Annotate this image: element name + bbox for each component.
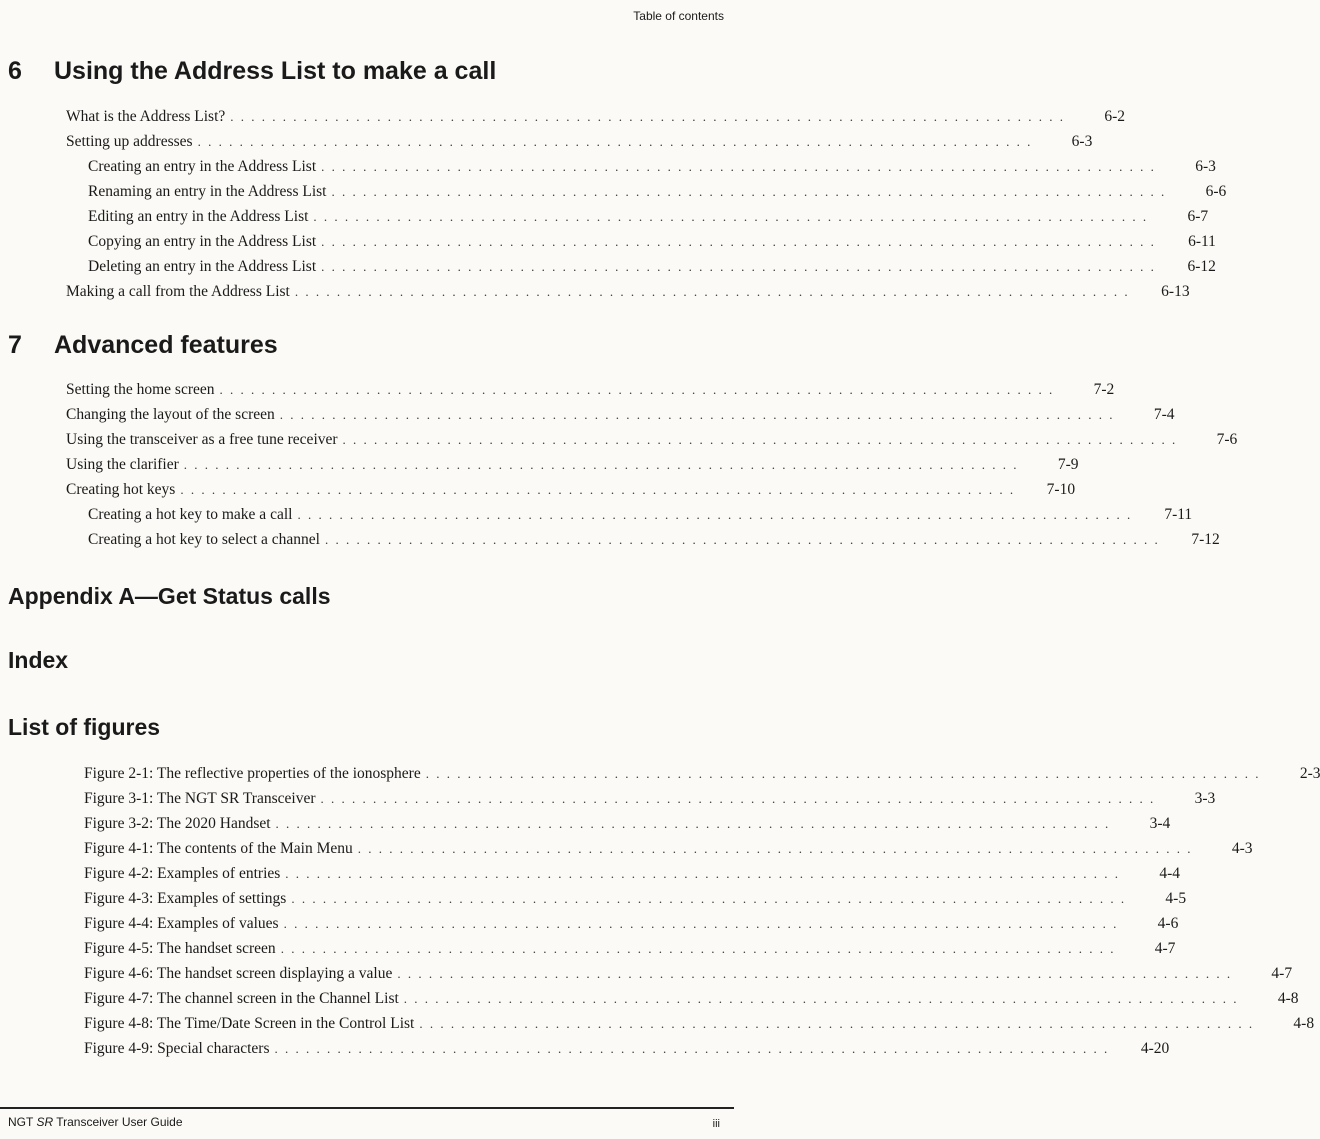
toc-entry-title: Figure 3-1: The NGT SR Transceiver (84, 790, 316, 807)
dot-leader: . . . . . . . . . . . . . . . . . . . . . . . . . . . . . . . . . . . . . . . . . . . . . . . . . . . . . . . . . . . . . . . . . . . . . . . . . . . . . . . . (297, 507, 1133, 522)
toc-entry-page: 6-3 (1071, 133, 1093, 150)
dot-leader: . . . . . . . . . . . . . . . . . . . . . . . . . . . . . . . . . . . . . . . . . . . . . . . . . . . . . . . . . . . . . . . . . . . . . . . . . . . . . . . . (342, 432, 1178, 447)
toc-entry[interactable] (84, 761, 1320, 786)
dot-leader: . . . . . . . . . . . . . . . . . . . . . . . . . . . . . . . . . . . . . . . . . . . . . . . . . . . . . . . . . . . . . . . . . . . . . . . . . . . . . . . . (180, 482, 1016, 497)
dot-leader: . . . . . . . . . . . . . . . . . . . . . . . . . . . . . . . . . . . . . . . . . . . . . . . . . . . . . . . . . . . . . . . . . . . . . . . . . . . . . . . . (294, 284, 1130, 299)
chapter-number: 7 (8, 331, 22, 359)
toc-entry[interactable] (84, 861, 1181, 886)
toc-entry-page: 7-12 (1191, 531, 1220, 548)
footer-title-emphasis: SR (36, 1115, 54, 1129)
toc-entry-page: 4-7 (1271, 965, 1293, 982)
toc-entry[interactable] (66, 502, 1193, 527)
chapter-number: 6 (8, 57, 22, 85)
dot-leader: . . . . . . . . . . . . . . . . . . . . . . . . . . . . . . . . . . . . . . . . . . . . . . . . . . . . . . . . . . . . . . . . . . . . . . . . . . . . . . . . (425, 766, 1261, 781)
toc-entry[interactable] (66, 477, 1076, 502)
list-of-figures-heading: List of figures (8, 714, 161, 740)
toc-entry-page: 7-11 (1164, 506, 1193, 523)
toc-entry-title: Copying an entry in the Address List (88, 233, 317, 250)
toc-entry[interactable] (84, 961, 1293, 986)
toc-entry-page: 7-4 (1153, 406, 1175, 423)
dot-leader: . . . . . . . . . . . . . . . . . . . . . . . . . . . . . . . . . . . . . . . . . . . . . . . . . . . . . . . . . . . . . . . . . . . . . . . . . . . . . . . . (403, 991, 1239, 1006)
toc-entry-title: Figure 4-4: Examples of values (84, 915, 279, 932)
toc-entry-title: Creating a hot key to select a channel (88, 531, 320, 548)
toc-entry-page: 4-20 (1140, 1040, 1170, 1057)
toc-entry[interactable] (66, 179, 1227, 204)
toc-entry-page: 6-2 (1104, 108, 1126, 125)
dot-leader: . . . . . . . . . . . . . . . . . . . . . . . . . . . . . . . . . . . . . . . . . . . . . . . . . . . . . . . . . . . . . . . . . . . . . . . . . . . . . . . . (219, 382, 1055, 397)
toc-entry[interactable] (66, 402, 1175, 427)
toc-entry-page: 6-13 (1161, 283, 1190, 300)
toc-entry-title: Figure 4-8: The Time/Date Screen in the Control List (84, 1015, 415, 1032)
dot-leader: . . . . . . . . . . . . . . . . . . . . . . . . . . . . . . . . . . . . . . . . . . . . . . . . . . . . . . . . . . . . . . . . . . . . . . . . . . . . . . . . (397, 966, 1233, 981)
toc-entry-page: 7-10 (1046, 481, 1076, 498)
toc-entry-title: Figure 4-3: Examples of settings (84, 890, 287, 907)
footer-title-prefix: NGT (8, 1115, 37, 1129)
toc-entry-page: 2-3 (1299, 765, 1320, 782)
dot-leader: . . . . . . . . . . . . . . . . . . . . . . . . . . . . . . . . . . . . . . . . . . . . . . . . . . . . . . . . . . . . . . . . . . . . . . . . . . . . . . . . (279, 407, 1115, 422)
toc-entry-title: Figure 4-2: Examples of entries (84, 865, 281, 882)
toc-entry-page: 4-3 (1231, 840, 1253, 857)
dot-leader: . . . . . . . . . . . . . . . . . . . . . . . . . . . . . . . . . . . . . . . . . . . . . . . . . . . . . . . . . . . . . . . . . . . . . . . . . . . . . . . . (419, 1016, 1255, 1031)
dot-leader: . . . . . . . . . . . . . . . . . . . . . . . . . . . . . . . . . . . . . . . . . . . . . . . . . . . . . . . . . . . . . . . . . . . . . . . . . . . . . . . . (321, 159, 1156, 174)
running-head: Table of contents (633, 9, 724, 23)
toc-entry-page: 6-12 (1187, 258, 1216, 275)
toc-entry[interactable] (66, 427, 1238, 452)
dot-leader: . . . . . . . . . . . . . . . . . . . . . . . . . . . . . . . . . . . . . . . . . . . . . . . . . . . . . . . . . . . . . . . . . . . . . . . . . . . . . . . . (280, 941, 1116, 956)
toc-entry-page: 3-3 (1194, 790, 1216, 807)
dot-leader: . . . . . . . . . . . . . . . . . . . . . . . . . . . . . . . . . . . . . . . . . . . . . . . . . . . . . . . . . . . . . . . . . . . . . . . . . . . . . . . . (320, 791, 1156, 806)
toc-entry-title: Figure 4-9: Special characters (84, 1040, 270, 1057)
dot-leader: . . . . . . . . . . . . . . . . . . . . . . . . . . . . . . . . . . . . . . . . . . . . . . . . . . . . . . . . . . . . . . . . . . . . . . . . . . . . . . . . (357, 841, 1193, 856)
toc-entry[interactable] (66, 254, 1216, 279)
toc-entry-page: 3-4 (1149, 815, 1171, 832)
toc-entry-title: Editing an entry in the Address List (88, 208, 309, 225)
toc-entry-page: 7-2 (1093, 381, 1115, 398)
toc-entry-title: Changing the layout of the screen (66, 406, 275, 423)
dot-leader: . . . . . . . . . . . . . . . . . . . . . . . . . . . . . . . . . . . . . . . . . . . . . . . . . . . . . . . . . . . . . . . . . . . . . . . . . . . . . . . . (324, 532, 1160, 547)
dot-leader: . . . . . . . . . . . . . . . . . . . . . . . . . . . . . . . . . . . . . . . . . . . . . . . . . . . . . . . . . . . . . . . . . . . . . . . . . . . . . . . . (313, 209, 1149, 224)
toc-entry-page: 6-6 (1205, 183, 1227, 200)
page-number: iii (712, 1118, 720, 1130)
toc-entry-title: Creating an entry in the Address List (88, 158, 317, 175)
toc-entry-title: What is the Address List? (66, 108, 226, 125)
footer-title (8, 1115, 183, 1129)
toc-entry[interactable] (66, 377, 1115, 402)
toc-entry-page: 7-9 (1057, 456, 1079, 473)
toc-entry[interactable] (84, 911, 1179, 936)
toc-entry-page: 6-7 (1187, 208, 1209, 225)
toc-entry-title: Setting up addresses (66, 133, 193, 150)
chapter-6-toc (66, 104, 1227, 304)
toc-entry-title: Making a call from the Address List (66, 283, 290, 300)
toc-entry-title: Figure 3-2: The 2020 Handset (84, 815, 271, 832)
dot-leader: . . . . . . . . . . . . . . . . . . . . . . . . . . . . . . . . . . . . . . . . . . . . . . . . . . . . . . . . . . . . . . . . . . . . . . . . . . . . . . . . (197, 134, 1033, 149)
toc-entry[interactable] (66, 229, 1216, 254)
footer-title-suffix: Transceiver User Guide (53, 1115, 183, 1129)
dot-leader: . . . . . . . . . . . . . . . . . . . . . . . . . . . . . . . . . . . . . . . . . . . . . . . . . . . . . . . . . . . . . . . . . . . . . . . . . . . . . . . . (283, 916, 1119, 931)
toc-entry-page: 4-8 (1277, 990, 1299, 1007)
dot-leader: . . . . . . . . . . . . . . . . . . . . . . . . . . . . . . . . . . . . . . . . . . . . . . . . . . . . . . . . . . . . . . . . . . . . . . . . . . . . . . . . (183, 457, 1019, 472)
toc-entry-title: Creating hot keys (66, 481, 176, 498)
chapter-title: Advanced features (54, 331, 278, 359)
toc-entry[interactable] (84, 986, 1299, 1011)
chapter-7-heading (8, 331, 278, 360)
toc-entry-page: 7-6 (1216, 431, 1238, 448)
toc-entry-title: Using the transceiver as a free tune receiver (66, 431, 338, 448)
toc-entry[interactable] (66, 104, 1126, 129)
toc-entry[interactable] (66, 279, 1190, 304)
chapter-title: Using the Address List to make a call (54, 57, 497, 85)
toc-entry[interactable] (66, 129, 1093, 154)
toc-entry-title: Creating a hot key to make a call (88, 506, 293, 523)
dot-leader: . . . . . . . . . . . . . . . . . . . . . . . . . . . . . . . . . . . . . . . . . . . . . . . . . . . . . . . . . . . . . . . . . . . . . . . . . . . . . . . . (275, 816, 1111, 831)
chapter-6-heading (8, 57, 496, 86)
toc-entry[interactable] (84, 1011, 1315, 1036)
toc-entry[interactable] (84, 1036, 1170, 1061)
toc-entry-title: Figure 4-5: The handset screen (84, 940, 276, 957)
toc-entry-title: Figure 4-6: The handset screen displaying a value (84, 965, 393, 982)
toc-entry[interactable] (84, 836, 1253, 861)
footer-rule (0, 1107, 734, 1109)
toc-entry-title: Setting the home screen (66, 381, 215, 398)
appendix-a-heading: Appendix A—Get Status calls (8, 583, 331, 609)
toc-entry-page: 4-4 (1159, 865, 1181, 882)
dot-leader: . . . . . . . . . . . . . . . . . . . . . . . . . . . . . . . . . . . . . . . . . . . . . . . . . . . . . . . . . . . . . . . . . . . . . . . . . . . . . . . . (321, 259, 1156, 274)
toc-entry-title: Using the clarifier (66, 456, 179, 473)
toc-entry[interactable] (66, 527, 1220, 552)
toc-entry-title: Figure 4-1: The contents of the Main Menu (84, 840, 353, 857)
toc-entry-title: Figure 4-7: The channel screen in the Channel List (84, 990, 399, 1007)
toc-entry-page: 6-3 (1195, 158, 1216, 175)
toc-entry-page: 4-5 (1165, 890, 1187, 907)
toc-entry[interactable] (66, 204, 1209, 229)
dot-leader: . . . . . . . . . . . . . . . . . . . . . . . . . . . . . . . . . . . . . . . . . . . . . . . . . . . . . . . . . . . . . . . . . . . . . . . . . . . . . . . . (331, 184, 1167, 199)
dot-leader: . . . . . . . . . . . . . . . . . . . . . . . . . . . . . . . . . . . . . . . . . . . . . . . . . . . . . . . . . . . . . . . . . . . . . . . . . . . . . . . . (291, 891, 1127, 906)
list-of-figures (84, 761, 1320, 1061)
toc-entry[interactable] (66, 452, 1079, 477)
dot-leader: . . . . . . . . . . . . . . . . . . . . . . . . . . . . . . . . . . . . . . . . . . . . . . . . . . . . . . . . . . . . . . . . . . . . . . . . . . . . . . . . (230, 109, 1066, 124)
chapter-7-toc (66, 377, 1238, 552)
dot-leader: . . . . . . . . . . . . . . . . . . . . . . . . . . . . . . . . . . . . . . . . . . . . . . . . . . . . . . . . . . . . . . . . . . . . . . . . . . . . . . . . (285, 866, 1121, 881)
toc-entry-title: Figure 2-1: The reflective properties of the ionosphere (84, 765, 421, 782)
toc-entry-page: 4-6 (1157, 915, 1179, 932)
toc-entry[interactable] (84, 936, 1176, 961)
index-heading: Index (8, 647, 69, 673)
dot-leader: . . . . . . . . . . . . . . . . . . . . . . . . . . . . . . . . . . . . . . . . . . . . . . . . . . . . . . . . . . . . . . . . . . . . . . . . . . . . . . . . (274, 1041, 1110, 1056)
toc-entry-page: 4-8 (1293, 1015, 1315, 1032)
toc-entry[interactable] (66, 154, 1216, 179)
toc-entry-page: 4-7 (1154, 940, 1176, 957)
toc-entry[interactable] (84, 786, 1216, 811)
toc-entry-title: Deleting an entry in the Address List (88, 258, 317, 275)
dot-leader: . . . . . . . . . . . . . . . . . . . . . . . . . . . . . . . . . . . . . . . . . . . . . . . . . . . . . . . . . . . . . . . . . . . . . . . . . . . . . . . . (321, 234, 1156, 249)
toc-entry-page: 6-11 (1188, 233, 1216, 250)
toc-entry[interactable] (84, 886, 1187, 911)
toc-entry[interactable] (84, 811, 1171, 836)
toc-entry-title: Renaming an entry in the Address List (88, 183, 327, 200)
